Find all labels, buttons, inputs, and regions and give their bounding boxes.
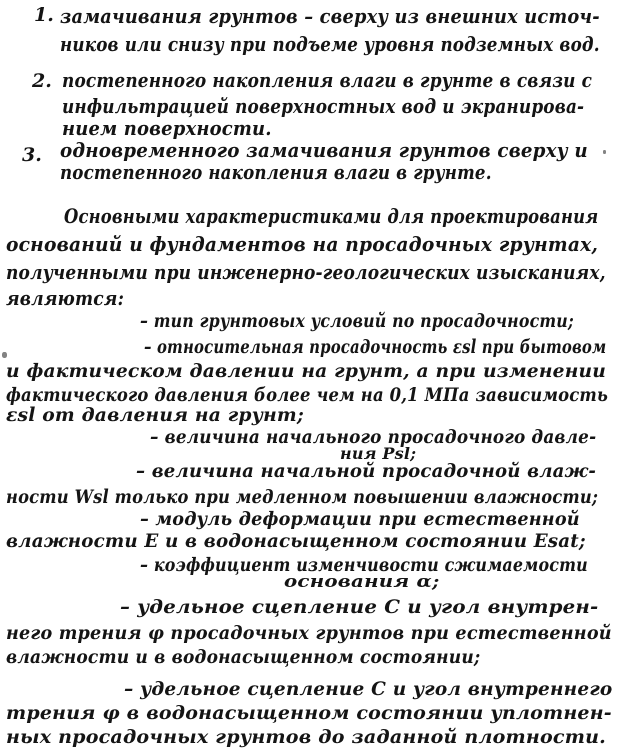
list-item-2-line-3: нием поверхности.: [62, 116, 272, 140]
characteristic-compressibility-coefficient-line-2: основания α;: [284, 572, 440, 592]
characteristic-initial-moisture: – величина начальной просадочной влаж-: [136, 460, 597, 482]
characteristic-cohesion-natural-line-3: влажности и в водонасыщенном состоянии;: [6, 646, 481, 668]
list-item-3-line-1: одновременного замачивания грунтов сверху и: [60, 138, 588, 162]
paragraph-line-3: полученными при инженерно-геологических изысканиях,: [6, 260, 606, 284]
characteristic-cohesion-compacted-line-2: трения φ в водонасыщенном состоянии уплотнен-: [6, 702, 612, 724]
characteristic-deformation-modulus: – модуль деформации при естественной: [140, 508, 580, 530]
characteristic-compressibility-coefficient: – коэффициент изменчивости сжимаемости: [140, 554, 588, 576]
list-item-3-line-2: постепенного накопления влаги в грунте.: [60, 160, 492, 184]
characteristic-soil-type: – тип грунтовых условий по просадочности;: [140, 310, 574, 332]
list-item-2-line-1: постепенного накопления влаги в грунте в связи с: [62, 68, 593, 92]
characteristic-deformation-modulus-line-2: влажности E и в водонасыщенном состоянии Esat;: [6, 530, 586, 552]
characteristic-cohesion-natural-line-2: него трения φ просадочных грунтов при естественной: [6, 622, 612, 644]
paragraph-line-1: Основными характеристиками для проектирования: [64, 204, 599, 228]
scan-speck: [603, 150, 606, 154]
list-item-1-line-2: ников или снизу при подъеме уровня подземных вод.: [60, 32, 600, 56]
characteristic-cohesion-natural: – удельное сцепление C и угол внутрен-: [120, 596, 599, 618]
paragraph-line-4: являются:: [6, 286, 125, 310]
characteristic-cohesion-compacted: – удельное сцепление C и угол внутреннего: [124, 678, 613, 700]
list-number-3: 3.: [22, 144, 42, 166]
characteristic-relative-subsidence-line-3: фактического давления более чем на 0,1 МПа зависимость: [6, 384, 609, 406]
characteristic-relative-subsidence-line-2: и фактическом давлении на грунт, а при изменении: [6, 360, 607, 382]
characteristic-initial-pressure-line-2: ния Psl;: [340, 444, 417, 463]
paragraph-line-2: оснований и фундаментов на просадочных грунтах,: [6, 232, 599, 256]
characteristic-initial-moisture-line-2: ности Wsl только при медленном повышении влажности;: [6, 486, 599, 508]
list-item-2-line-2: инфильтрацией поверхностных вод и экранирова-: [62, 94, 585, 118]
characteristic-cohesion-compacted-line-3: ных просадочных грунтов до заданной плотности.: [6, 726, 607, 748]
list-number-2: 2.: [32, 70, 52, 92]
characteristic-relative-subsidence-line-4: εsl от давления на грунт;: [6, 404, 304, 426]
characteristic-initial-pressure: – величина начального просадочного давле-: [150, 426, 597, 448]
list-item-1-line-1: замачивания грунтов – сверху из внешних источ-: [60, 4, 600, 28]
list-number-1: 1.: [34, 4, 54, 26]
scan-speck: [2, 352, 7, 358]
characteristic-relative-subsidence: – относительная просадочность εsl при бытовом: [144, 336, 607, 358]
